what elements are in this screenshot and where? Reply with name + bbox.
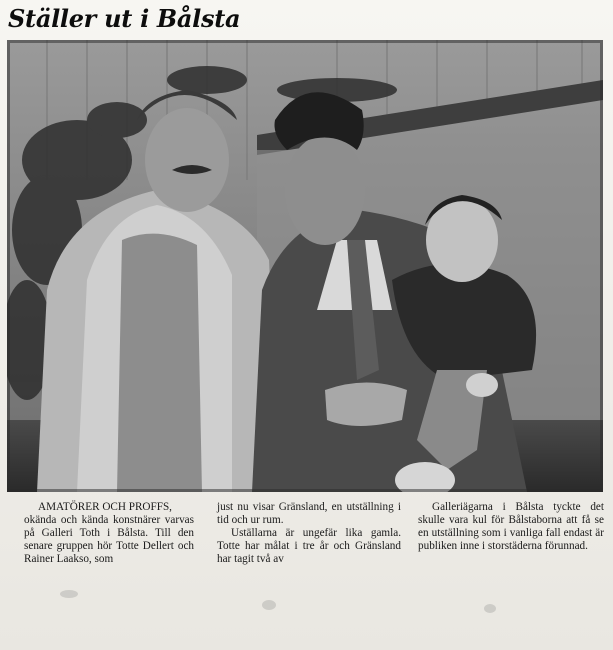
caption-column-3	[418, 501, 604, 553]
caption-lead: AMATÖRER OCH PROFFS,	[38, 501, 172, 513]
headline: Ställer ut i Bålsta	[8, 4, 241, 33]
photo-illustration	[7, 40, 603, 492]
paper-smudge	[484, 604, 496, 613]
caption-body: okända och kända konstnärer varvas på Galleri Toth i Bålsta. Till den senare gruppen hör Totte Dellert och Rainer Laakso, som	[24, 514, 194, 565]
paper-smudge	[262, 600, 276, 610]
news-photo	[7, 40, 603, 492]
caption-column-2	[217, 501, 401, 566]
caption-paragraph: Galleriägarna i Bålsta tyckte det skulle vara kul för Bålstaborna att få se en utställning som i vanliga fall endast är publiken inne i storstäderna förunnad.	[418, 501, 604, 552]
caption-paragraph: Uställarna är ungefär lika gamla. Totte har målat i tre år och Gränsland har tagit två av	[217, 527, 401, 565]
caption-paragraph: just nu visar Gränsland, en utställning i tid och ur rum.	[217, 501, 401, 526]
paper-smudge	[60, 590, 78, 598]
caption-column-1	[24, 501, 194, 566]
